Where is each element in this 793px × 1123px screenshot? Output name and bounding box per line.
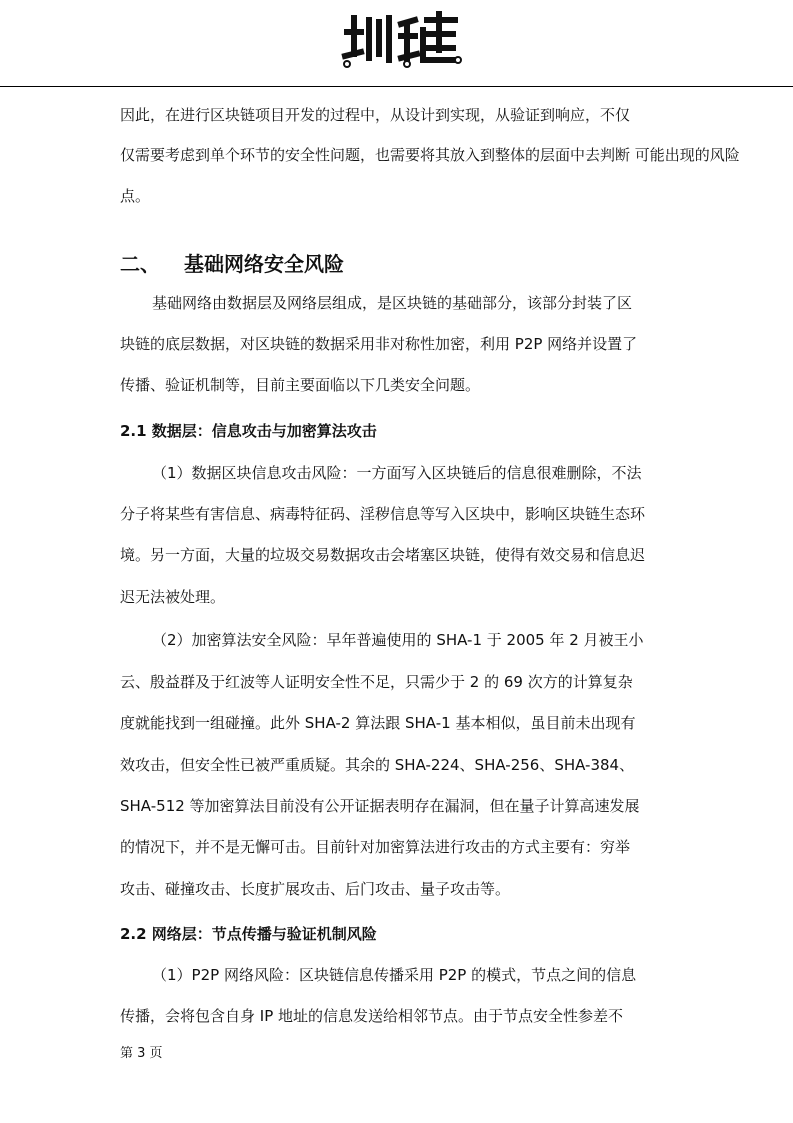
paragraph-line: 块链的底层数据，对区块链的数据采用非对称性加密，利用 P2P 网络并设置了	[120, 335, 638, 353]
paragraph-line: SHA-512 等加密算法目前没有公开证据表明存在漏洞，但在量子计算高速发展	[120, 797, 640, 815]
paragraph-line: 传播、验证机制等，目前主要面临以下几类安全问题。	[120, 376, 481, 394]
paragraph-line: 传播，会将包含自身 IP 地址的信息发送给相邻节点。由于节点安全性参差不	[120, 1007, 624, 1025]
paragraph-line: 迟无法被处理。	[120, 588, 226, 606]
paragraph-line: 度就能找到一组碰撞。此外 SHA-2 算法跟 SHA-1 基本相似，虽目前未出现有	[120, 714, 636, 732]
paragraph-line: （2）加密算法安全风险：早年普遍使用的 SHA-1 于 2005 年 2 月被王小	[152, 631, 644, 649]
paragraph-line: 的情况下，并不是无懈可击。目前针对加密算法进行攻击的方式主要有：穷举	[120, 838, 631, 856]
paragraph-line: 分子将某些有害信息、病毒特征码、淫秽信息等写入区块中，影响区块链生态环	[120, 505, 646, 523]
subsection-heading: 2.1 数据层：信息攻击与加密算法攻击	[120, 422, 377, 440]
zhenlian-logo	[341, 10, 463, 68]
header-divider	[0, 86, 793, 87]
paragraph-line: （1）数据区块信息攻击风险：一方面写入区块链后的信息很难删除，不法	[152, 464, 642, 482]
paragraph-line: 攻击、碰撞攻击、长度扩展攻击、后门攻击、量子攻击等。	[120, 880, 511, 898]
section-heading	[120, 248, 344, 277]
section-number: 二、	[120, 252, 160, 276]
paragraph-line: 点。	[120, 187, 151, 205]
paragraph-line: 仅需要考虑到单个环节的安全性问题，也需要将其放入到整体的层面中去判断 可能出现的风险	[120, 146, 740, 164]
section-title: 基础网络安全风险	[184, 252, 344, 276]
paragraph-line: 云、殷益群及于红波等人证明安全性不足，只需少于 2 的 69 次方的计算复杂	[120, 673, 633, 691]
paragraph-line: 因此，在进行区块链项目开发的过程中，从设计到实现，从验证到响应，不仅	[120, 106, 631, 124]
paragraph-line: 基础网络由数据层及网络层组成，是区块链的基础部分，该部分封装了区	[152, 294, 633, 312]
paragraph-line: （1）P2P 网络风险：区块链信息传播采用 P2P 的模式，节点之间的信息	[152, 966, 637, 984]
paragraph-line: 效攻击，但安全性已被严重质疑。其余的 SHA-224、SHA-256、SHA-384、	[120, 756, 635, 774]
page-header	[0, 0, 793, 88]
page-number: 第 3 页	[120, 1046, 163, 1061]
paragraph-line: 境。另一方面，大量的垃圾交易数据攻击会堵塞区块链，使得有效交易和信息迟	[120, 546, 646, 564]
subsection-heading: 2.2 网络层：节点传播与验证机制风险	[120, 925, 377, 943]
